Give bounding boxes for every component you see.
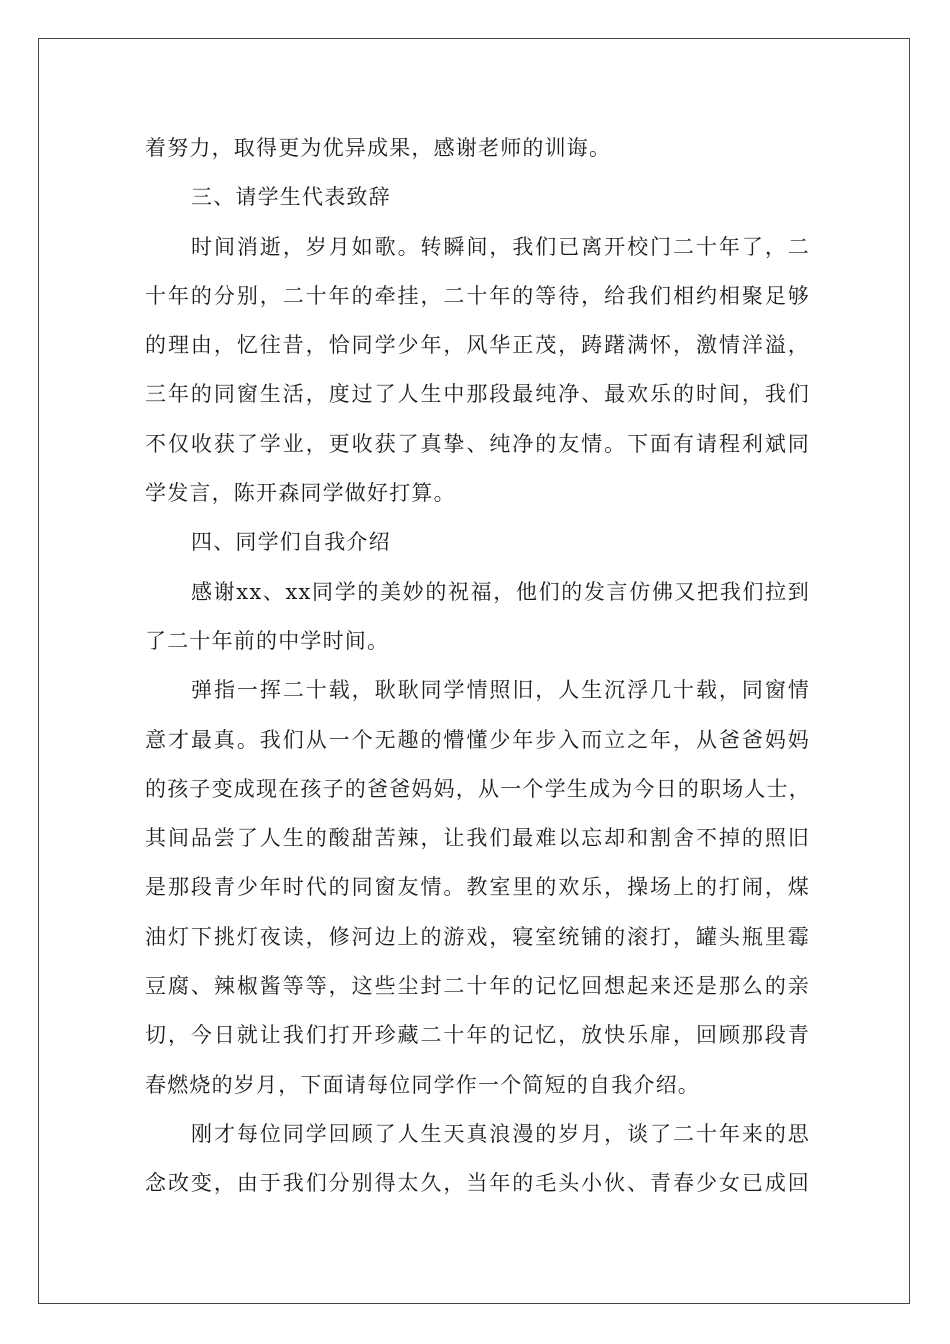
text-line: 弹指一挥二十载，耿耿同学情照旧，人生沉浮几十载，同窗情 <box>191 678 810 703</box>
text-line: 是那段青少年时代的同窗友情。教室里的欢乐，操场上的打闹，煤 <box>145 875 810 900</box>
text-line: 感谢xx、xx同学的美妙的祝福，他们的发言仿佛又把我们拉到 <box>191 579 810 604</box>
text-line: 十年的分别，二十年的牵挂，二十年的等待，给我们相约相聚足够 <box>145 283 810 308</box>
text-line: 切，今日就让我们打开珍藏二十年的记忆，放快乐扉，回顾那段青 <box>145 1023 810 1048</box>
text-line: 着努力，取得更为优异成果，感谢老师的训诲。 <box>145 136 612 160</box>
document-body <box>145 124 810 1209</box>
text-line: 意才最真。我们从一个无趣的懵懂少年步入而立之年，从爸爸妈妈 <box>145 727 810 752</box>
text-line: 了二十年前的中学时间。 <box>145 628 390 653</box>
text-line: 春燃烧的岁月，下面请每位同学作一个简短的自我介绍。 <box>145 1072 700 1097</box>
section-heading-3: 三、请学生代表致辞 <box>191 185 391 210</box>
text-line: 油灯下挑灯夜读，修河边上的游戏，寝室统铺的滚打，罐头瓶里霉 <box>145 924 810 949</box>
text-line: 三年的同窗生活，度过了人生中那段最纯净、最欢乐的时间，我们 <box>145 382 810 407</box>
text-line: 豆腐、辣椒酱等等，这些尘封二十年的记忆回想起来还是那么的亲 <box>145 974 810 999</box>
text-line: 学发言，陈开森同学做好打算。 <box>145 481 456 506</box>
section-heading-4: 四、同学们自我介绍 <box>191 530 391 555</box>
text-line: 念改变，由于我们分别得太久，当年的毛头小伙、青春少女已成回 <box>145 1171 810 1196</box>
text-line: 的孩子变成现在孩子的爸爸妈妈，从一个学生成为今日的职场人士， <box>145 776 811 801</box>
text-line: 不仅收获了学业，更收获了真挚、纯净的友情。下面有请程利斌同 <box>145 431 810 456</box>
text-line: 刚才每位同学回顾了人生天真浪漫的岁月，谈了二十年来的思 <box>191 1121 810 1146</box>
text-line: 的理由，忆往昔，恰同学少年，风华正茂，踌躇满怀，激情洋溢， <box>145 333 810 358</box>
text-line: 时间消逝，岁月如歌。转瞬间，我们已离开校门二十年了，二 <box>191 234 810 259</box>
text-line: 其间品尝了人生的酸甜苦辣，让我们最难以忘却和割舍不掉的照旧 <box>145 826 810 851</box>
